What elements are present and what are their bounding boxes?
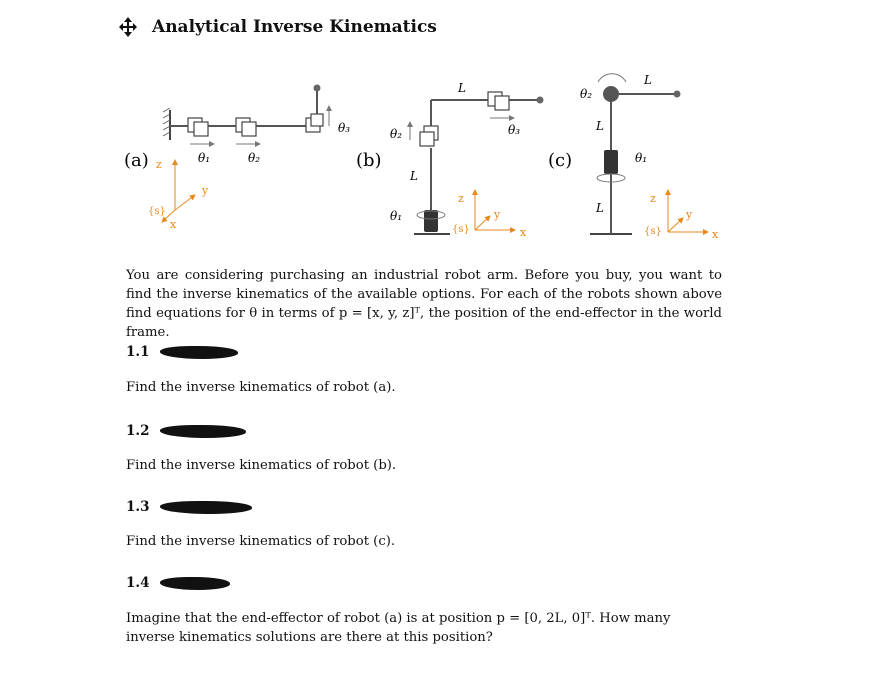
theta1-label-b: θ₁ [390, 209, 403, 223]
z-axis-label-c: z [650, 192, 656, 205]
end-effector-c [674, 91, 681, 98]
world-frame-b [452, 190, 527, 239]
page-title: Analytical Inverse Kinematics [152, 17, 437, 37]
end-effector-b [537, 97, 544, 104]
link-label-c1: L [596, 119, 604, 133]
title-block [118, 16, 437, 38]
panel-b-label: (b) [356, 150, 382, 171]
frame-label-b: {s} [452, 224, 470, 235]
world-frame-a [148, 158, 209, 231]
question-1-3: Find the inverse kinematics of robot (c). [126, 534, 396, 549]
z-axis-label-a: z [156, 158, 162, 171]
section-number: 1.1 [126, 344, 150, 360]
question-1-1: Find the inverse kinematics of robot (a). [126, 380, 396, 395]
theta2-label-a: θ₂ [248, 151, 261, 165]
revolute-joint-c1 [604, 150, 618, 174]
y-axis-label-b: y [494, 208, 501, 221]
prismatic-joint-b [420, 126, 438, 146]
robot-figure [0, 60, 869, 260]
link-label-c2: L [596, 201, 604, 215]
link-label-b2: L [458, 81, 466, 95]
intro-paragraph: You are considering purchasing an industrial robot arm. Before you buy, you want to find the inverse kinematics of the available options. For each of the robots shown above find equations for θ in terms of p = [x, y, z]ᵀ, the position of the end-effector in the world frame. [126, 268, 722, 340]
section-number: 1.4 [126, 575, 150, 591]
redaction-mark [160, 501, 252, 514]
theta3-label-a: θ₃ [338, 121, 351, 135]
revolute-base-b [424, 210, 438, 232]
world-frame-c [644, 190, 719, 241]
end-effector-a [314, 85, 321, 92]
section-1-3 [126, 499, 252, 515]
prismatic-joint-1 [188, 118, 208, 136]
redaction-mark [160, 346, 238, 359]
panel-a [124, 85, 350, 232]
section-1-1 [126, 344, 238, 360]
frame-label-c: {s} [644, 226, 662, 237]
section-number: 1.3 [126, 499, 150, 515]
panel-c [548, 73, 719, 241]
frame-label-a: {s} [148, 206, 166, 217]
panel-c-label: (c) [548, 150, 573, 171]
z-axis-label-b: z [458, 192, 464, 205]
y-axis-label-c: y [686, 208, 693, 221]
link-label-b1: L [410, 169, 418, 183]
theta2-label-c: θ₂ [580, 87, 593, 101]
revolute-joint-c2 [603, 86, 619, 102]
prismatic-joint-b2 [488, 92, 509, 110]
theta3-label-b: θ₃ [508, 123, 521, 137]
section-number: 1.2 [126, 423, 150, 439]
panel-b [356, 81, 544, 239]
y-axis-label-a: y [202, 184, 209, 197]
redaction-mark [160, 425, 246, 438]
prismatic-joint-3 [306, 114, 323, 132]
section-1-2 [126, 423, 246, 439]
question-1-4: Imagine that the end-effector of robot (a) is at position p = [0, 2L, 0]ᵀ. How many inverse kinematics solutions are there at this position? [126, 611, 671, 645]
panel-a-label: (a) [124, 150, 149, 171]
section-1-4 [126, 575, 230, 591]
theta1-label-a: θ₁ [198, 151, 211, 165]
theta1-label-c: θ₁ [635, 151, 648, 165]
move-handle-icon[interactable] [118, 16, 138, 38]
x-axis-label-a: x [170, 218, 177, 231]
question-1-2: Find the inverse kinematics of robot (b). [126, 458, 397, 473]
redaction-mark [160, 577, 230, 590]
x-axis-label-c: x [712, 228, 719, 241]
theta2-label-b: θ₂ [390, 127, 403, 141]
prismatic-joint-2 [236, 118, 256, 136]
link-label-c3: L [644, 73, 652, 87]
x-axis-label-b: x [520, 226, 527, 239]
